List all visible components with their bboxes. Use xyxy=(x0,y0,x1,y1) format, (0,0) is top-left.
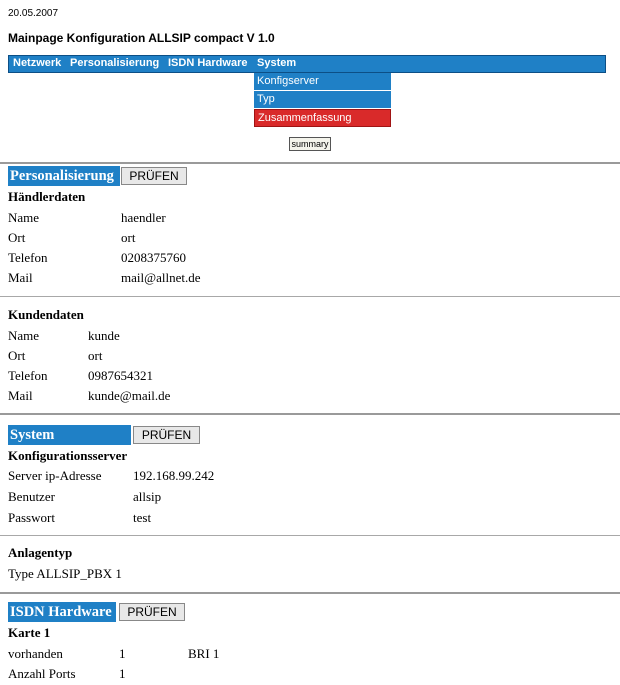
menu-personalisierung[interactable]: Personalisierung xyxy=(70,57,160,69)
server-ip-value: 192.168.99.242 xyxy=(133,468,215,483)
haendler-ort-label: Ort xyxy=(8,230,26,245)
divider xyxy=(0,592,620,594)
main-menu-bar xyxy=(8,55,606,73)
menu-netzwerk[interactable]: Netzwerk xyxy=(13,57,62,69)
passwort-label: Passwort xyxy=(8,510,55,525)
anzahl-ports-label: Anzahl Ports xyxy=(8,666,76,681)
kunden-name-value: kunde xyxy=(88,328,120,343)
kunden-name-label: Name xyxy=(8,328,40,343)
menu-system[interactable]: System xyxy=(257,57,297,69)
anzahl-ports-value: 1 xyxy=(119,666,126,681)
date-label: 20.05.2007 xyxy=(8,8,59,19)
section-header-system: System xyxy=(8,425,131,445)
system-pruefen-button[interactable]: PRÜFEN xyxy=(133,426,200,444)
benutzer-value: allsip xyxy=(133,489,162,504)
haendler-telefon-label: Telefon xyxy=(8,250,48,265)
kunden-mail-value: kunde@mail.de xyxy=(88,388,171,403)
anlagentyp-value: Type ALLSIP_PBX 1 xyxy=(8,566,122,581)
vorhanden-bri-value: BRI 1 xyxy=(188,646,220,661)
haendler-mail-label: Mail xyxy=(8,270,33,285)
divider xyxy=(0,535,620,536)
haendler-ort-value: ort xyxy=(121,230,136,245)
personalisierung-pruefen-button[interactable]: PRÜFEN xyxy=(121,167,187,185)
dropdown-item-konfigserver[interactable]: Konfigserver xyxy=(254,73,391,91)
vorhanden-label: vorhanden xyxy=(8,646,63,661)
karte-heading: Karte 1 xyxy=(8,625,51,640)
dropdown-item-typ[interactable]: Typ xyxy=(254,91,391,109)
haendler-heading: Händlerdaten xyxy=(8,189,86,204)
kunden-heading: Kundendaten xyxy=(8,307,84,322)
anlagentyp-heading: Anlagentyp xyxy=(8,545,73,560)
summary-button[interactable]: summary xyxy=(289,137,331,151)
haendler-mail-value: mail@allnet.de xyxy=(121,270,201,285)
page-title: Mainpage Konfiguration ALLSIP compact V 1.0 xyxy=(8,31,275,45)
kunden-telefon-label: Telefon xyxy=(8,368,48,383)
divider xyxy=(0,413,620,415)
section-header-isdn-hardware: ISDN Hardware xyxy=(8,602,116,622)
isdn-pruefen-button[interactable]: PRÜFEN xyxy=(119,603,185,621)
haendler-name-label: Name xyxy=(8,210,40,225)
konfigurationsserver-heading: Konfigurationsserver xyxy=(8,448,128,463)
dropdown-item-zusammenfassung[interactable]: Zusammenfassung xyxy=(254,109,391,127)
kunden-ort-label: Ort xyxy=(8,348,26,363)
kunden-telefon-value: 0987654321 xyxy=(88,368,153,383)
haendler-name-value: haendler xyxy=(121,210,166,225)
divider xyxy=(0,296,620,297)
server-ip-label: Server ip-Adresse xyxy=(8,468,102,483)
passwort-value: test xyxy=(133,510,152,525)
benutzer-label: Benutzer xyxy=(8,489,55,504)
section-header-personalisierung: Personalisierung xyxy=(8,166,120,186)
vorhanden-value: 1 xyxy=(119,646,126,661)
divider xyxy=(0,162,620,164)
menu-isdn-hardware[interactable]: ISDN Hardware xyxy=(168,57,248,69)
kunden-ort-value: ort xyxy=(88,348,103,363)
haendler-telefon-value: 0208375760 xyxy=(121,250,186,265)
kunden-mail-label: Mail xyxy=(8,388,33,403)
